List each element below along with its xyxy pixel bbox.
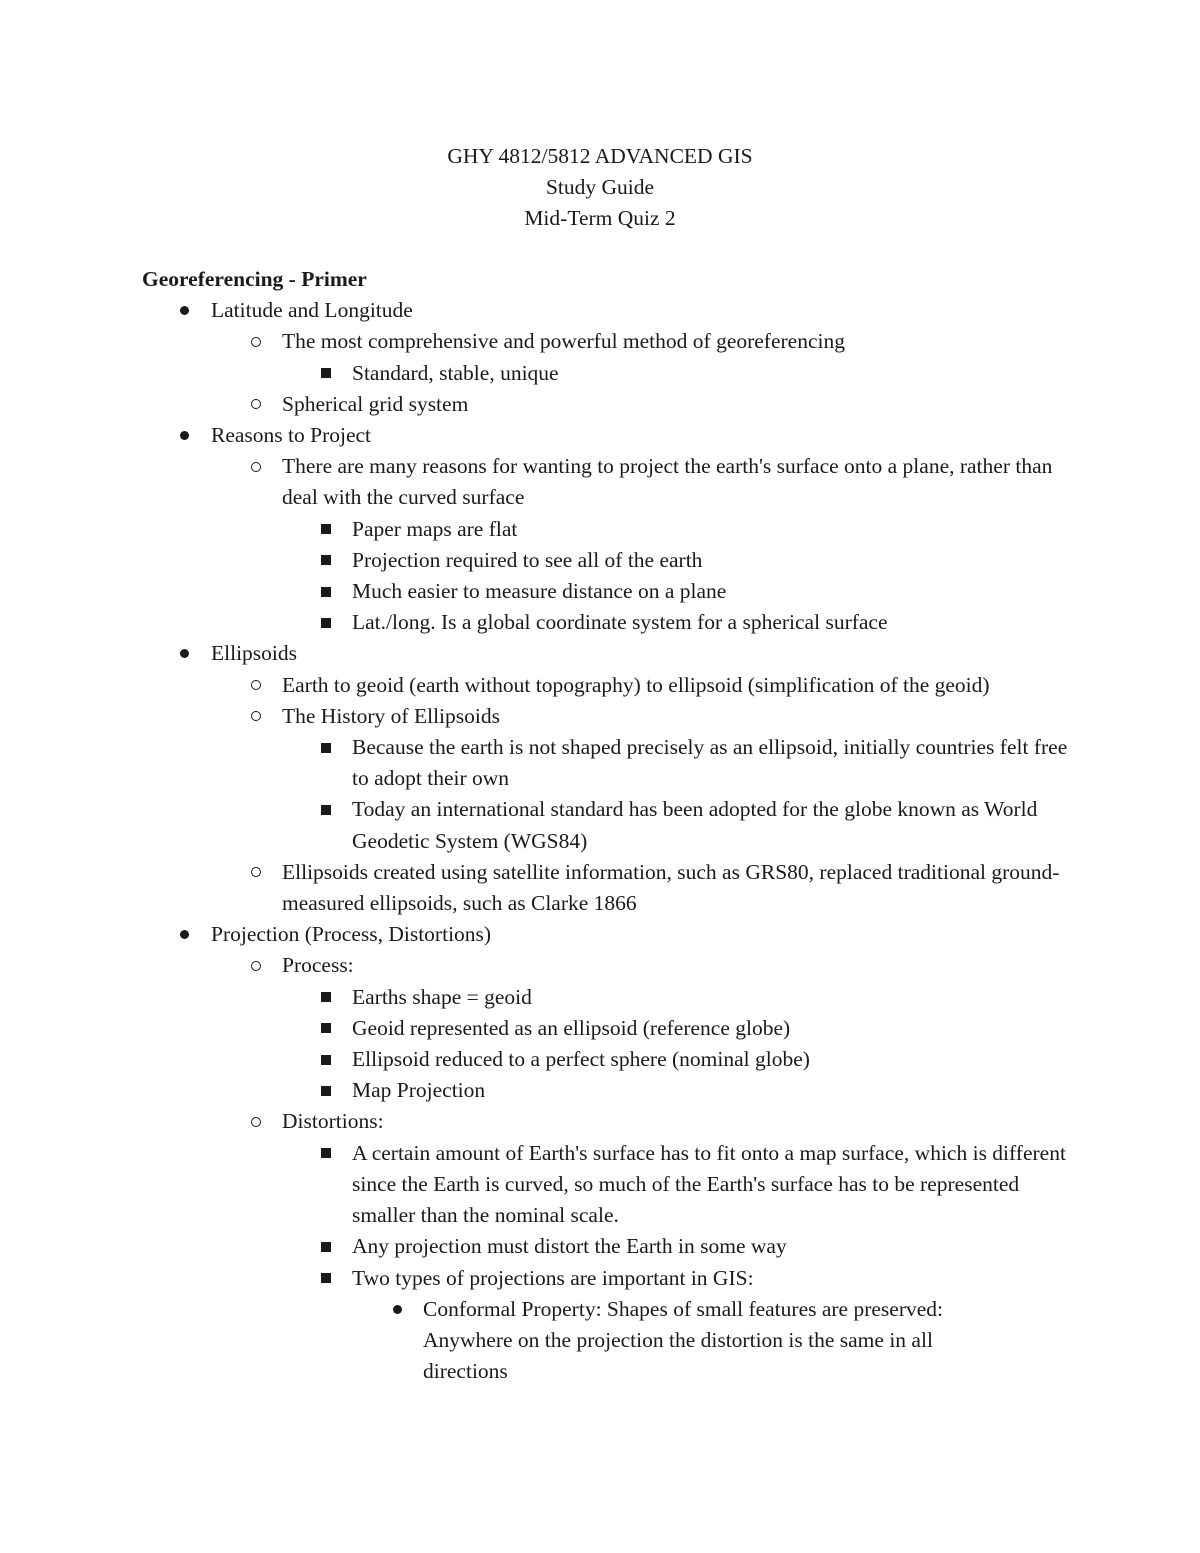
quiz-title: Mid-Term Quiz 2	[524, 206, 676, 230]
list-item	[142, 576, 1072, 607]
list-item	[142, 389, 1072, 420]
list-item-text: Spherical grid system	[282, 391, 469, 416]
bullet-icon	[174, 420, 194, 451]
list-item	[142, 607, 1072, 638]
list-item-text: Ellipsoid reduced to a perfect sphere (nominal globe)	[352, 1047, 810, 1072]
document-header	[0, 141, 1200, 234]
hollow-circle-icon	[246, 857, 266, 888]
square-bullet-icon	[316, 1138, 336, 1169]
list-item-text: A certain amount of Earth's surface has to fit onto a map surface, which is different since the Earth is curved, so much of the Earth's surface has to be represented smaller than the nominal scale.	[352, 1140, 1066, 1228]
list-item	[142, 670, 1072, 701]
hollow-circle-icon	[246, 950, 266, 981]
section-heading: Georeferencing - Primer	[142, 267, 367, 291]
list-item-text: Paper maps are flat	[352, 516, 518, 541]
list-item-text: Projection (Process, Distortions)	[211, 922, 492, 947]
list-item	[142, 701, 1072, 732]
list-item	[142, 1044, 1072, 1075]
bullet-icon	[174, 919, 194, 950]
list-item-text: Any projection must distort the Earth in some way	[352, 1234, 787, 1259]
list-item-text: Latitude and Longitude	[211, 298, 413, 323]
list-item-text: Much easier to measure distance on a plane	[352, 579, 727, 604]
list-item-text: Projection required to see all of the earth	[352, 547, 703, 572]
list-item-text: Ellipsoids	[211, 641, 298, 666]
document-body	[142, 264, 1072, 1387]
list-item-text: Process:	[282, 953, 354, 978]
list-item	[142, 358, 1072, 389]
square-bullet-icon	[316, 982, 336, 1013]
bullet-icon	[174, 295, 194, 326]
list-item-text: Because the earth is not shaped precisely as an ellipsoid, initially countries felt free to adopt their own	[352, 735, 1068, 791]
hollow-circle-icon	[246, 451, 266, 482]
hollow-circle-icon	[246, 701, 266, 732]
square-bullet-icon	[316, 607, 336, 638]
square-bullet-icon	[316, 545, 336, 576]
list-item	[142, 514, 1072, 545]
list-item-text: Reasons to Project	[211, 423, 372, 448]
list-item	[142, 794, 1072, 856]
square-bullet-icon	[316, 358, 336, 389]
square-bullet-icon	[316, 1263, 336, 1294]
bullet-icon	[387, 1294, 407, 1325]
hollow-circle-icon	[246, 1106, 266, 1137]
list-item	[142, 857, 1072, 919]
square-bullet-icon	[316, 732, 336, 763]
list-item-text: Today an international standard has been adopted for the globe known as World Geodetic System (WGS84)	[352, 797, 1038, 853]
list-item	[142, 950, 1072, 981]
list-item	[142, 1263, 1072, 1294]
list-item-text: Conformal Property: Shapes of small features are preserved: Anywhere on the projection the distortion is the same in all directions	[423, 1296, 944, 1384]
outline-list	[142, 295, 1072, 1387]
list-item	[142, 1106, 1072, 1137]
square-bullet-icon	[316, 576, 336, 607]
list-item	[142, 420, 1072, 451]
square-bullet-icon	[316, 794, 336, 825]
list-item-text: Earth to geoid (earth without topography) to ellipsoid (simplification of the geoid)	[282, 672, 990, 697]
list-item	[142, 919, 1072, 950]
list-item	[142, 1231, 1072, 1262]
hollow-circle-icon	[246, 326, 266, 357]
list-item	[142, 732, 1072, 794]
bullet-icon	[174, 638, 194, 669]
list-item	[142, 1138, 1072, 1232]
list-item	[142, 545, 1072, 576]
list-item	[142, 451, 1072, 513]
hollow-circle-icon	[246, 670, 266, 701]
list-item-text: Ellipsoids created using satellite information, such as GRS80, replaced traditional ground-measured ellipsoids, such as Clarke 1866	[282, 859, 1060, 916]
list-item	[142, 295, 1072, 326]
list-item-text: Standard, stable, unique	[352, 360, 559, 385]
document-subtitle: Study Guide	[545, 175, 655, 199]
list-item-text: Geoid represented as an ellipsoid (reference globe)	[352, 1015, 791, 1040]
square-bullet-icon	[316, 1075, 336, 1106]
square-bullet-icon	[316, 1013, 336, 1044]
list-item	[142, 982, 1072, 1013]
list-item	[142, 1294, 1072, 1388]
course-title: GHY 4812/5812 ADVANCED GIS	[447, 144, 753, 168]
hollow-circle-icon	[246, 389, 266, 420]
list-item-text: Distortions:	[282, 1109, 384, 1134]
list-item-text: Earths shape = geoid	[352, 984, 532, 1009]
square-bullet-icon	[316, 1044, 336, 1075]
list-item-text: Map Projection	[352, 1078, 486, 1103]
list-item-text: The most comprehensive and powerful method of georeferencing	[282, 329, 845, 354]
list-item-text: Two types of projections are important in GIS:	[352, 1265, 754, 1290]
list-item	[142, 326, 1072, 357]
list-item	[142, 1013, 1072, 1044]
list-item	[142, 638, 1072, 669]
square-bullet-icon	[316, 1231, 336, 1262]
list-item	[142, 1075, 1072, 1106]
list-item-text: The History of Ellipsoids	[282, 703, 500, 728]
list-item-text: Lat./long. Is a global coordinate system for a spherical surface	[352, 610, 888, 635]
square-bullet-icon	[316, 514, 336, 545]
list-item-text: There are many reasons for wanting to project the earth's surface onto a plane, rather than deal with the curved surface	[282, 454, 1053, 510]
